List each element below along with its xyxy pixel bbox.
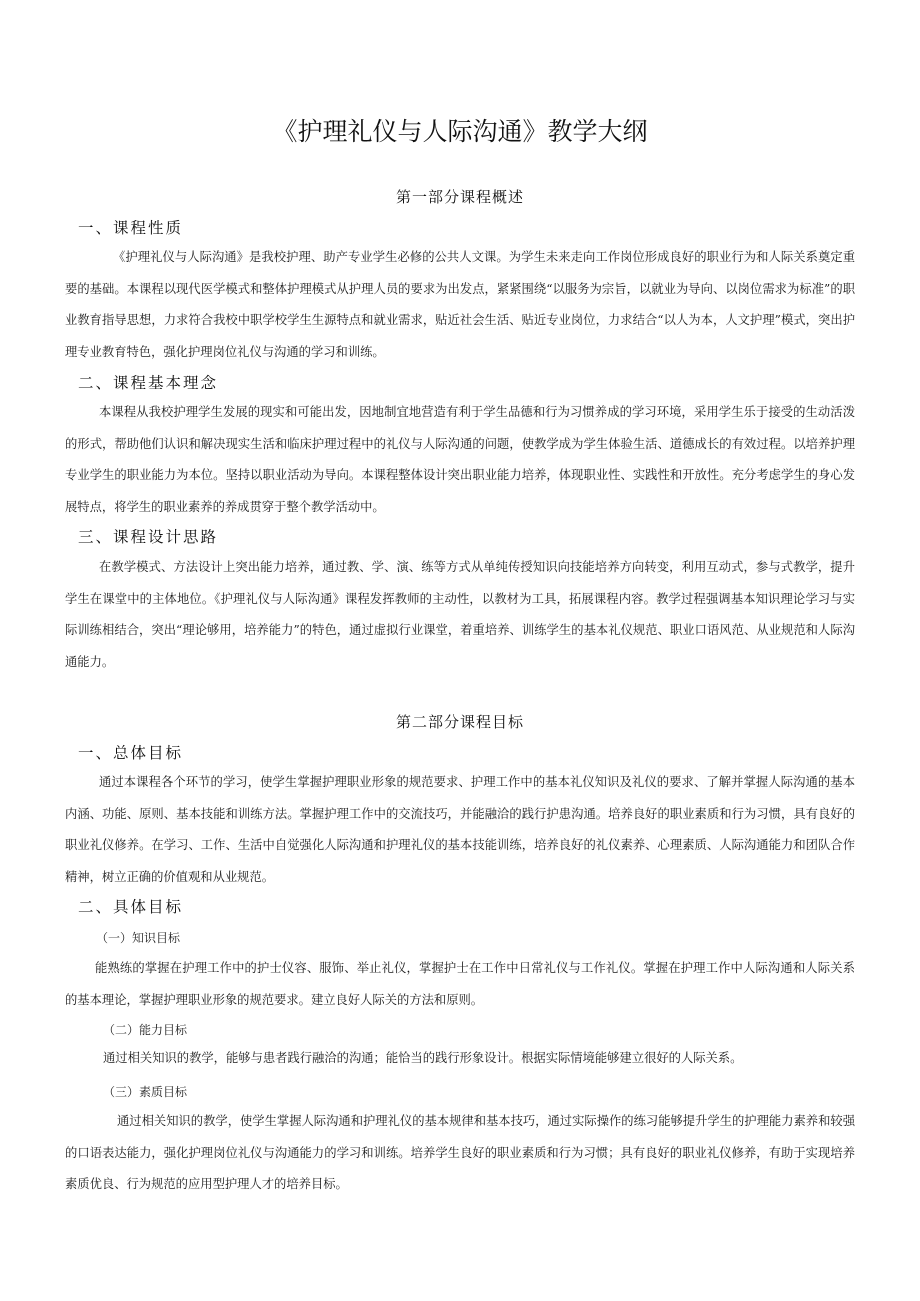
section-heading-course-nature: 一、课程性质 — [78, 219, 184, 237]
paragraph-overall-goal: 通过本课程各个环节的学习，使学生掌握护理职业形象的规范要求、护理工作中的基本礼仪知识及礼仪的要求、了解并掌握人际沟通的基本内涵、功能、原则、基本技能和训练方法。掌握护理工作中的交流技巧，并能融洽的践行护患沟通。培养良好的职业素质和行为习惯，具有良好的职业礼仪修养。在学习、工作、生活中自觉强化人际沟通和护理礼仪的基本技能训练，培养良好的礼仪素养、心理素质、人际沟通能力和团队合作精神，树立正确的价值观和从业规范。 — [65, 775, 855, 884]
part1-heading: 第一部分课程概述 — [395, 188, 524, 206]
section-heading-specific-goals: 二、具体目标 — [78, 898, 184, 916]
paragraph-ability-goal: 通过相关知识的教学，能够与患者践行融洽的沟通；能恰当的践行形象设计。根据实际情境能够建立很好的人际关系。 — [103, 1051, 743, 1065]
paragraph-course-philosophy: 本课程从我校护理学生发展的现实和可能出发，因地制宜地营造有利于学生品德和行为习惯养成的学习环境，采用学生乐于接受的生动活泼的形式，帮助他们认识和解决现实生活和临床护理过程中的礼仪与人际沟通的问题，使教学成为学生体验生活、道德成长的有效过程。以培养护理专业学生的职业能力为本位。坚持以职业活动为导向。本课程整体设计突出职业能力培养，体现职业性、实践性和开放性。充分考虑学生的身心发展特点，将学生的职业素养的养成贯穿于整个教学活动中。 — [65, 405, 855, 514]
section-heading-course-philosophy: 二、课程基本理念 — [78, 374, 219, 392]
subheading-knowledge-goal: （一）知识目标 — [96, 931, 181, 945]
subheading-ability-goal: （二）能力目标 — [103, 1023, 188, 1037]
paragraph-quality-goal: 通过相关知识的教学，使学生掌握人际沟通和护理礼仪的基本规律和基本技巧，通过实际操作的练习能够提升学生的护理能力素养和较强的口语表达能力，强化护理岗位礼仪与沟通能力的学习和训练。培养学生良好的职业素质和行为习惯；具有良好的职业礼仪修养，有助于实现培养素质优良、行为规范的应用型护理人才的培养目标。 — [65, 1114, 855, 1191]
document-title: 《护理礼仪与人际沟通》教学大纲 — [272, 117, 648, 146]
paragraph-course-nature: 《护理礼仪与人际沟通》是我校护理、助产专业学生必修的公共人文课。为学生未来走向工作岗位形成良好的职业行为和人际关系奠定重要的基础。本课程以现代医学模式和整体护理模式从护理人员的要求为出发点，紧紧围绕“以服务为宗旨，以就业为导向、以岗位需求为标准”的职业教育指导思想，力求符合我校中职学校学生生源特点和就业需求，贴近社会生活、贴近专业岗位，力求结合“以人为本，人文护理”模式，突出护理专业教育特色，强化护理岗位礼仪与沟通的学习和训练。 — [65, 250, 855, 359]
subheading-quality-goal: （三）素质目标 — [103, 1085, 188, 1099]
section-heading-overall-goal: 一、总体目标 — [78, 744, 184, 762]
section-heading-course-design: 三、课程设计思路 — [78, 528, 219, 546]
paragraph-course-design: 在教学模式、方法设计上突出能力培养，通过教、学、演、练等方式从单纯传授知识向技能培养方向转变，利用互动式，参与式教学，提升学生在课堂中的主体地位。《护理礼仪与人际沟通》课程发挥教师的主动性，以教材为工具，拓展课程内容。教学过程强调基本知识理论学习与实际训练相结合，突出“理论够用，培养能力”的特色，通过虚拟行业课堂，着重培养、训练学生的基本礼仪规范、职业口语风范、从业规范和人际沟通能力。 — [65, 560, 855, 669]
paragraph-knowledge-goal: 能熟练的掌握在护理工作中的护士仪容、服饰、举止礼仪，掌握护士在工作中日常礼仪与工作礼仪。掌握在护理工作中人际沟通和人际关系的基本理论，掌握护理职业形象的规范要求。建立良好人际关的方法和原则。 — [65, 961, 855, 1007]
part2-heading: 第二部分课程目标 — [395, 713, 524, 731]
